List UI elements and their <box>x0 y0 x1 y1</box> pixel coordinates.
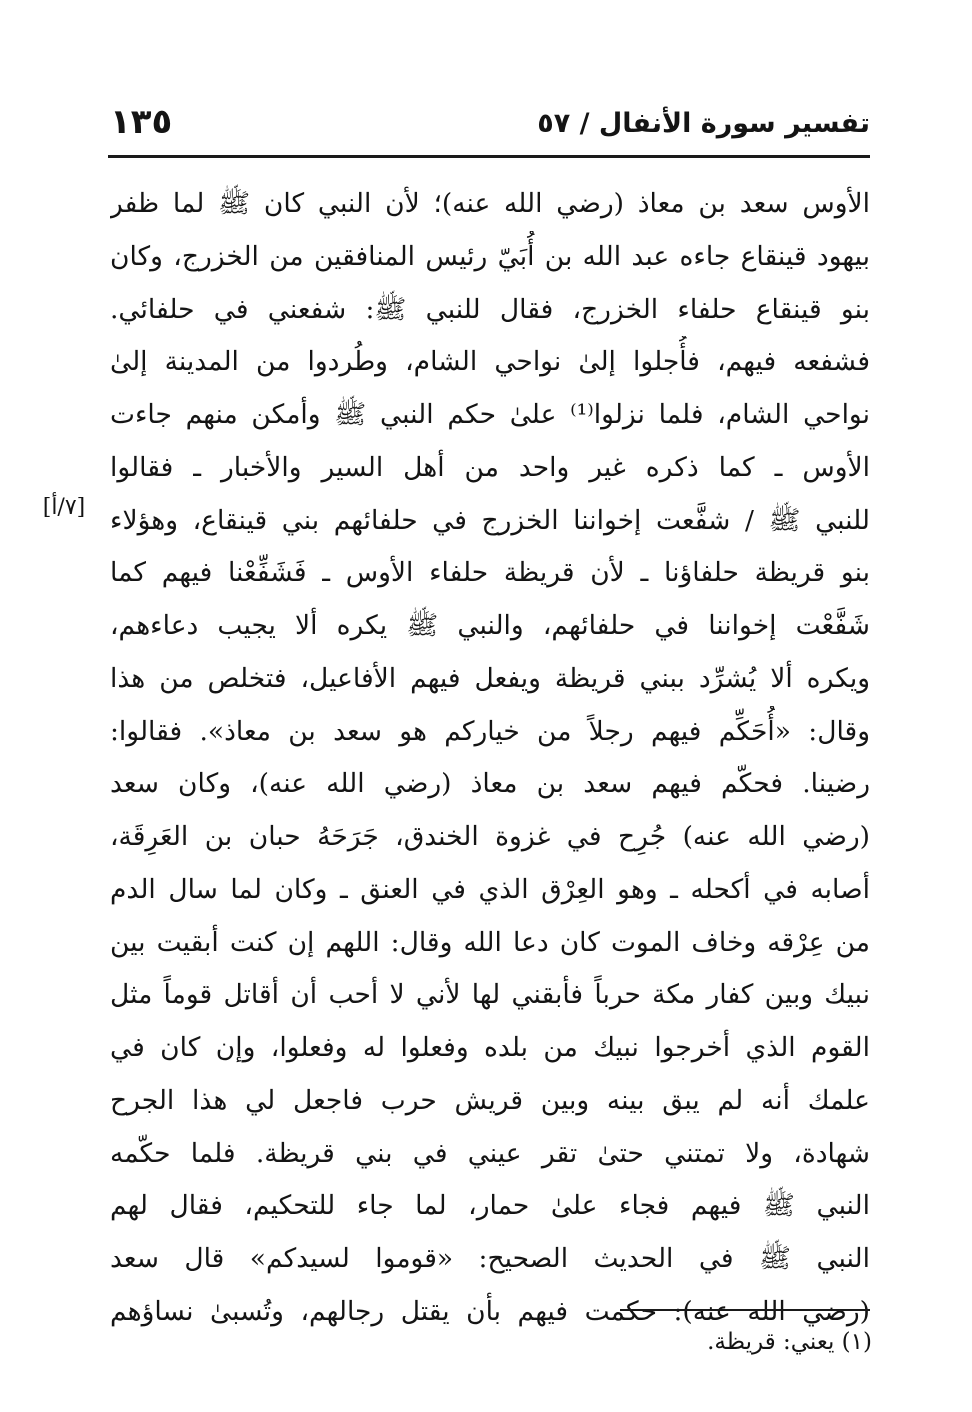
text-line: النبي ﷺ في الحديث الصحيح: «قوموا لسيدكم» قال سعد <box>110 1243 870 1274</box>
body-text <box>110 178 870 1339</box>
text-line: النبي ﷺ فيهم فجاء علىٰ حمار، لما جاء للتحكيم، فقال لهم <box>110 1190 870 1222</box>
footnote: (١) يعني: قريظة. <box>707 1329 872 1355</box>
text-line: (رضي الله عنه) جُرِح في غزوة الخندق، جَرَحَهُ حبان بن العَرِقَة، <box>110 821 870 852</box>
text-line: رضينا. فحكّم فيهم سعد بن معاذ (رضي الله عنه)، وكان سعد <box>110 768 870 800</box>
text-line: شهادة، ولا تمتني حتىٰ تقر عيني في بني قريظة. فلما حكّمه <box>110 1137 870 1169</box>
text-line: بيهود قينقاع جاءه عبد الله بن أُبَيّ رئيس المنافقين من الخزرج، وكان <box>110 240 870 272</box>
text-line: الأوس ـ كما ذكره غير واحد من أهل السير والأخبار ـ فقالوا <box>110 451 870 483</box>
running-head: تفسير سورة الأنفال / ٥٧ <box>537 108 870 139</box>
header-rule <box>108 155 870 158</box>
page-header <box>110 100 870 156</box>
text-line: فشفعه فيهم، فأُجلوا إلىٰ نواحي الشام، وطُردوا من المدينة إلىٰ <box>110 346 870 378</box>
text-line: علمك أنه لم يبق بينه وبين قريش حرب فاجعل لي هذا الجرح <box>110 1084 870 1116</box>
text-line: الأوس سعد بن معاذ (رضي الله عنه)؛ لأن النبي كان ﷺ لما ظفر <box>110 188 870 219</box>
text-line: نبيك وبين كفار مكة حرباً فأبقني لها لأني لا أحب أن أقاتل قوماً مثل <box>110 979 870 1011</box>
text-line: نواحي الشام، فلما نزلوا⁽¹⁾ علىٰ حكم النبي ﷺ وأمكن منهم جاءت <box>110 399 870 430</box>
text-line: شَفَّعْت إخواننا في حلفائهم، والنبي ﷺ يكره ألا يجيب دعاءهم، <box>110 610 870 641</box>
text-line: القوم الذي أخرجوا نبيك من بلده وفعلوا له وفعلوا، وإن كان في <box>110 1032 870 1063</box>
text-line: (رضي الله عنه): حكمت فيهم بأن يقتل رجالهم، وتُسبىٰ نساؤهم <box>110 1295 870 1327</box>
text-line: بنو قريظة حلفاؤنا ـ لأن قريظة حلفاء الأوس ـ فَشَفِّعْنا فيهم كما <box>110 557 870 589</box>
text-line: بنو قينقاع حلفاء الخزرج، فقال للنبي ﷺ: شفعني في حلفائي. <box>110 293 870 325</box>
manuscript-folio-marker: [٧/أ] <box>42 495 86 520</box>
text-line: ويكره ألا يُشرِّد ببني قريظة ويفعل فيهم الأفاعيل، فتخلص من هذا <box>110 662 870 694</box>
text-line: من عِرْقه وخاف الموت كان دعا الله وقال: اللهم إن كنت أبقيت بين <box>110 926 870 958</box>
footnote-rule <box>620 1309 870 1311</box>
text-line: وقال: «أُحَكِّم فيهم رجلاً من خياركم هو سعد بن معاذ». فقالوا: <box>110 715 870 747</box>
page-number: ١٣٥ <box>110 102 173 142</box>
text-line: أصابه في أكحله ـ وهو العِرْق الذي في العنق ـ وكان لما سال الدم <box>110 873 870 905</box>
text-line: للنبي ﷺ / شفَّعت إخواننا الخزرج في حلفائهم بني قينقاع، وهؤلاء <box>110 504 870 536</box>
